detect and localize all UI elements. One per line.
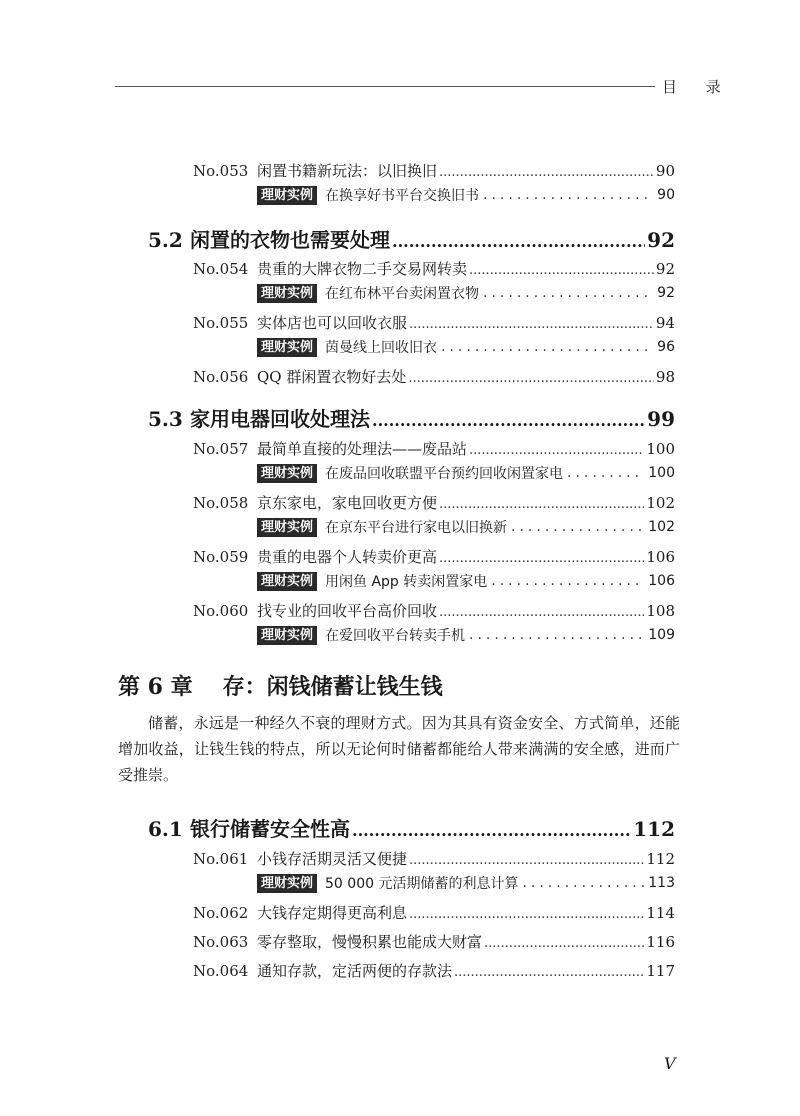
- entry-number: No.064: [193, 962, 249, 980]
- leader-dots: [409, 907, 644, 922]
- entry-number: No.055: [193, 314, 249, 332]
- section-page: 99: [647, 407, 675, 431]
- case-title: 在京东平台进行家电以旧换新: [325, 520, 508, 536]
- section-number: 5.3: [148, 407, 183, 431]
- section-title: 银行储蓄安全性高: [190, 817, 350, 841]
- case-page: 113: [648, 875, 675, 891]
- leader-dots: [409, 317, 654, 332]
- case-title: 在红布林平台卖闲置衣物: [325, 286, 480, 302]
- case-page: 102: [648, 519, 675, 535]
- entry-number: No.053: [193, 162, 249, 180]
- leader-dots: [469, 443, 644, 458]
- toc-case[interactable]: [257, 185, 675, 205]
- entry-page: 102: [646, 494, 675, 512]
- entry-title: 京东家电，家电回收更方便: [257, 494, 438, 512]
- leader-dots: [439, 165, 654, 180]
- entry-page: 98: [655, 368, 675, 386]
- toc-case[interactable]: [257, 873, 675, 893]
- entry-title: QQ 群闲置衣物好去处: [257, 368, 407, 386]
- case-page: 109: [648, 627, 675, 643]
- entry-page: 108: [646, 602, 675, 620]
- leader-dots: [483, 285, 653, 301]
- toc-entry-no063[interactable]: [193, 931, 675, 952]
- toc-case[interactable]: [257, 337, 675, 357]
- entry-page: 116: [646, 933, 675, 951]
- toc-case[interactable]: [257, 625, 675, 645]
- entry-title: 通知存款，定活两便的存款法: [257, 962, 453, 980]
- case-page: 90: [657, 187, 675, 203]
- toc-case[interactable]: [257, 463, 675, 483]
- leader-dots: [352, 821, 631, 840]
- leader-dots: [483, 187, 653, 203]
- toc-case[interactable]: [257, 283, 675, 303]
- entry-page: 90: [655, 162, 675, 180]
- chapter-intro: 储蓄，永远是一种经久不衰的理财方式。因为其具有资金安全、方式简单，还能增加收益，让钱生钱的特点，所以无论何时储蓄都能给人带来满满的安全感，进而广受推崇。: [118, 714, 680, 784]
- toc-entry-no064[interactable]: [193, 960, 675, 981]
- entry-page: 117: [646, 962, 675, 980]
- toc-entry-no061[interactable]: [193, 848, 675, 869]
- header-rule: [115, 86, 655, 87]
- entry-number: No.061: [193, 850, 249, 868]
- entry-title: 贵重的大牌衣物二手交易网转卖: [257, 260, 468, 278]
- entry-title: 大钱存定期得更高利息: [257, 904, 408, 922]
- leader-dots: [439, 551, 644, 566]
- leader-dots: [392, 232, 645, 251]
- entry-title: 找专业的回收平台高价回收: [257, 602, 438, 620]
- case-badge: 理财实例: [257, 572, 317, 591]
- toc-entry-no059[interactable]: [193, 546, 675, 567]
- leader-dots: [408, 371, 654, 386]
- toc-entry-no056[interactable]: [193, 366, 675, 387]
- toc-entry-no055[interactable]: [193, 312, 675, 333]
- toc-section-5-2[interactable]: [148, 224, 675, 253]
- case-title: 在废品回收联盟平台预约回收闲置家电: [325, 466, 564, 482]
- leader-dots: [491, 573, 644, 589]
- toc-case[interactable]: [257, 571, 675, 591]
- case-title: 在换享好书平台交换旧书: [325, 188, 480, 204]
- leader-dots: [372, 411, 645, 430]
- case-page: 100: [648, 465, 675, 481]
- leader-dots: [469, 263, 654, 278]
- chapter-number: 第 6 章: [118, 674, 193, 700]
- section-page: 112: [633, 817, 675, 841]
- leader-dots: [439, 605, 644, 620]
- entry-page: 94: [655, 314, 675, 332]
- entry-title: 实体店也可以回收衣服: [257, 314, 408, 332]
- entry-number: No.056: [193, 368, 249, 386]
- leader-dots: [484, 936, 644, 951]
- entry-number: No.059: [193, 548, 249, 566]
- entry-number: No.058: [193, 494, 249, 512]
- case-page: 96: [657, 339, 675, 355]
- case-page: 106: [648, 573, 675, 589]
- case-page: 92: [657, 285, 675, 301]
- leader-dots: [469, 627, 644, 643]
- entry-title: 最简单直接的处理法——废品站: [257, 440, 468, 458]
- chapter-heading[interactable]: [118, 670, 443, 701]
- leader-dots: [511, 519, 644, 535]
- entry-number: No.062: [193, 904, 249, 922]
- entry-page: 106: [646, 548, 675, 566]
- case-title: 在爱回收平台转卖手机: [325, 628, 466, 644]
- toc-entry-no062[interactable]: [193, 902, 675, 923]
- entry-number: No.057: [193, 440, 249, 458]
- leader-dots: [439, 497, 644, 512]
- entry-title: 贵重的电器个人转卖价更高: [257, 548, 438, 566]
- toc-entry-no058[interactable]: [193, 492, 675, 513]
- toc-entry-no054[interactable]: [193, 258, 675, 279]
- case-badge: 理财实例: [257, 626, 317, 645]
- case-badge: 理财实例: [257, 186, 317, 205]
- case-title: 茵曼线上回收旧衣: [325, 340, 438, 356]
- toc-case[interactable]: [257, 517, 675, 537]
- section-title: 家用电器回收处理法: [190, 407, 370, 431]
- leader-dots: [441, 339, 653, 355]
- case-badge: 理财实例: [257, 518, 317, 537]
- entry-number: No.063: [193, 933, 249, 951]
- entry-title: 零存整取，慢慢积累也能成大财富: [257, 933, 483, 951]
- entry-title: 小钱存活期灵活又便捷: [257, 850, 408, 868]
- leader-dots: [567, 465, 644, 481]
- entry-page: 112: [646, 850, 675, 868]
- leader-dots: [522, 875, 644, 891]
- toc-section-6-1[interactable]: [148, 813, 675, 842]
- page-number: V: [664, 1054, 676, 1073]
- toc-section-5-3[interactable]: [148, 403, 675, 432]
- entry-page: 114: [646, 904, 675, 922]
- section-page: 92: [647, 228, 675, 252]
- entry-number: No.060: [193, 602, 249, 620]
- entry-title: 闲置书籍新玩法：以旧换旧: [257, 162, 438, 180]
- case-title: 50 000 元活期储蓄的利息计算: [325, 876, 519, 892]
- chapter-title: 存：闲钱储蓄让钱生钱: [222, 674, 443, 700]
- toc-entry-no057[interactable]: [193, 438, 675, 459]
- running-header-title: 目 录: [662, 78, 733, 96]
- case-badge: 理财实例: [257, 874, 317, 893]
- toc-entry-no060[interactable]: [193, 600, 675, 621]
- leader-dots: [409, 853, 644, 868]
- section-title: 闲置的衣物也需要处理: [190, 228, 390, 252]
- entry-number: No.054: [193, 260, 249, 278]
- case-badge: 理财实例: [257, 338, 317, 357]
- case-badge: 理财实例: [257, 284, 317, 303]
- case-title: 用闲鱼 App 转卖闲置家电: [325, 574, 488, 590]
- section-number: 5.2: [148, 228, 183, 252]
- entry-page: 92: [655, 260, 675, 278]
- section-number: 6.1: [148, 817, 183, 841]
- case-badge: 理财实例: [257, 464, 317, 483]
- toc-entry-no053[interactable]: [193, 160, 675, 181]
- entry-page: 100: [646, 440, 675, 458]
- leader-dots: [454, 965, 644, 980]
